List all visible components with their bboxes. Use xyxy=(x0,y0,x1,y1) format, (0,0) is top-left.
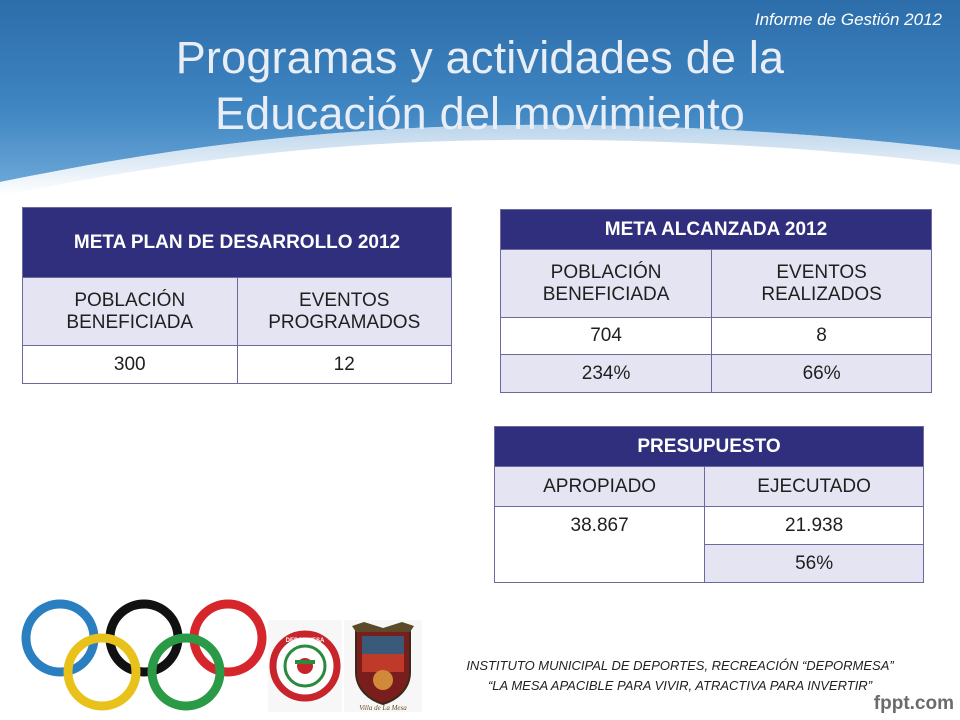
page-title-line1: Programas y actividades de la xyxy=(175,32,785,83)
budget-col-appropriated: APROPIADO xyxy=(495,467,705,507)
plan-col-events: EVENTOS PROGRAMADOS xyxy=(237,278,452,346)
achieved-pct-events: 66% xyxy=(712,355,932,393)
page-title-line2: Educación del movimiento xyxy=(214,88,746,139)
achieved-col-events: EVENTOS REALIZADOS xyxy=(712,250,932,318)
budget-table xyxy=(494,426,924,583)
plan-goal-table xyxy=(22,207,452,384)
logo2-text: Villa de La Mesa xyxy=(359,704,407,712)
logo1-text: DEPORMESA xyxy=(285,638,325,644)
achieved-value-events: 8 xyxy=(712,318,932,355)
footer-line1: INSTITUTO MUNICIPAL DE DEPORTES, RECREACIÓN “DEPORMESA” xyxy=(466,658,894,673)
footer-line2: “LA MESA APACIBLE PARA VIVIR, ATRACTIVA PARA INVERTIR” xyxy=(487,678,873,693)
achieved-pct-population: 234% xyxy=(501,355,712,393)
achieved-goal-table xyxy=(500,209,932,393)
page-title xyxy=(100,30,860,142)
budget-value-executed: 21.938 xyxy=(705,507,924,545)
budget-table-heading: PRESUPUESTO xyxy=(495,427,924,467)
budget-col-executed: EJECUTADO xyxy=(705,467,924,507)
deportmesa-logo-icon xyxy=(268,620,342,712)
footer-institute-text xyxy=(400,656,960,696)
achieved-col-population: POBLACIÓN BENEFICIADA xyxy=(501,250,712,318)
brand-watermark: fppt.com xyxy=(873,693,954,714)
budget-pct-executed: 56% xyxy=(705,545,924,583)
plan-value-events: 12 xyxy=(237,346,452,384)
report-tag: Informe de Gestión 2012 xyxy=(754,10,942,29)
plan-value-population: 300 xyxy=(23,346,238,384)
achieved-value-population: 704 xyxy=(501,318,712,355)
achieved-table-heading: META ALCANZADA 2012 xyxy=(501,210,932,250)
budget-value-appropriated: 38.867 xyxy=(495,507,705,583)
plan-col-population: POBLACIÓN BENEFICIADA xyxy=(23,278,238,346)
plan-table-heading: META PLAN DE DESARROLLO 2012 xyxy=(23,208,452,278)
olympic-rings-icon xyxy=(18,596,268,716)
header-banner xyxy=(0,0,960,200)
